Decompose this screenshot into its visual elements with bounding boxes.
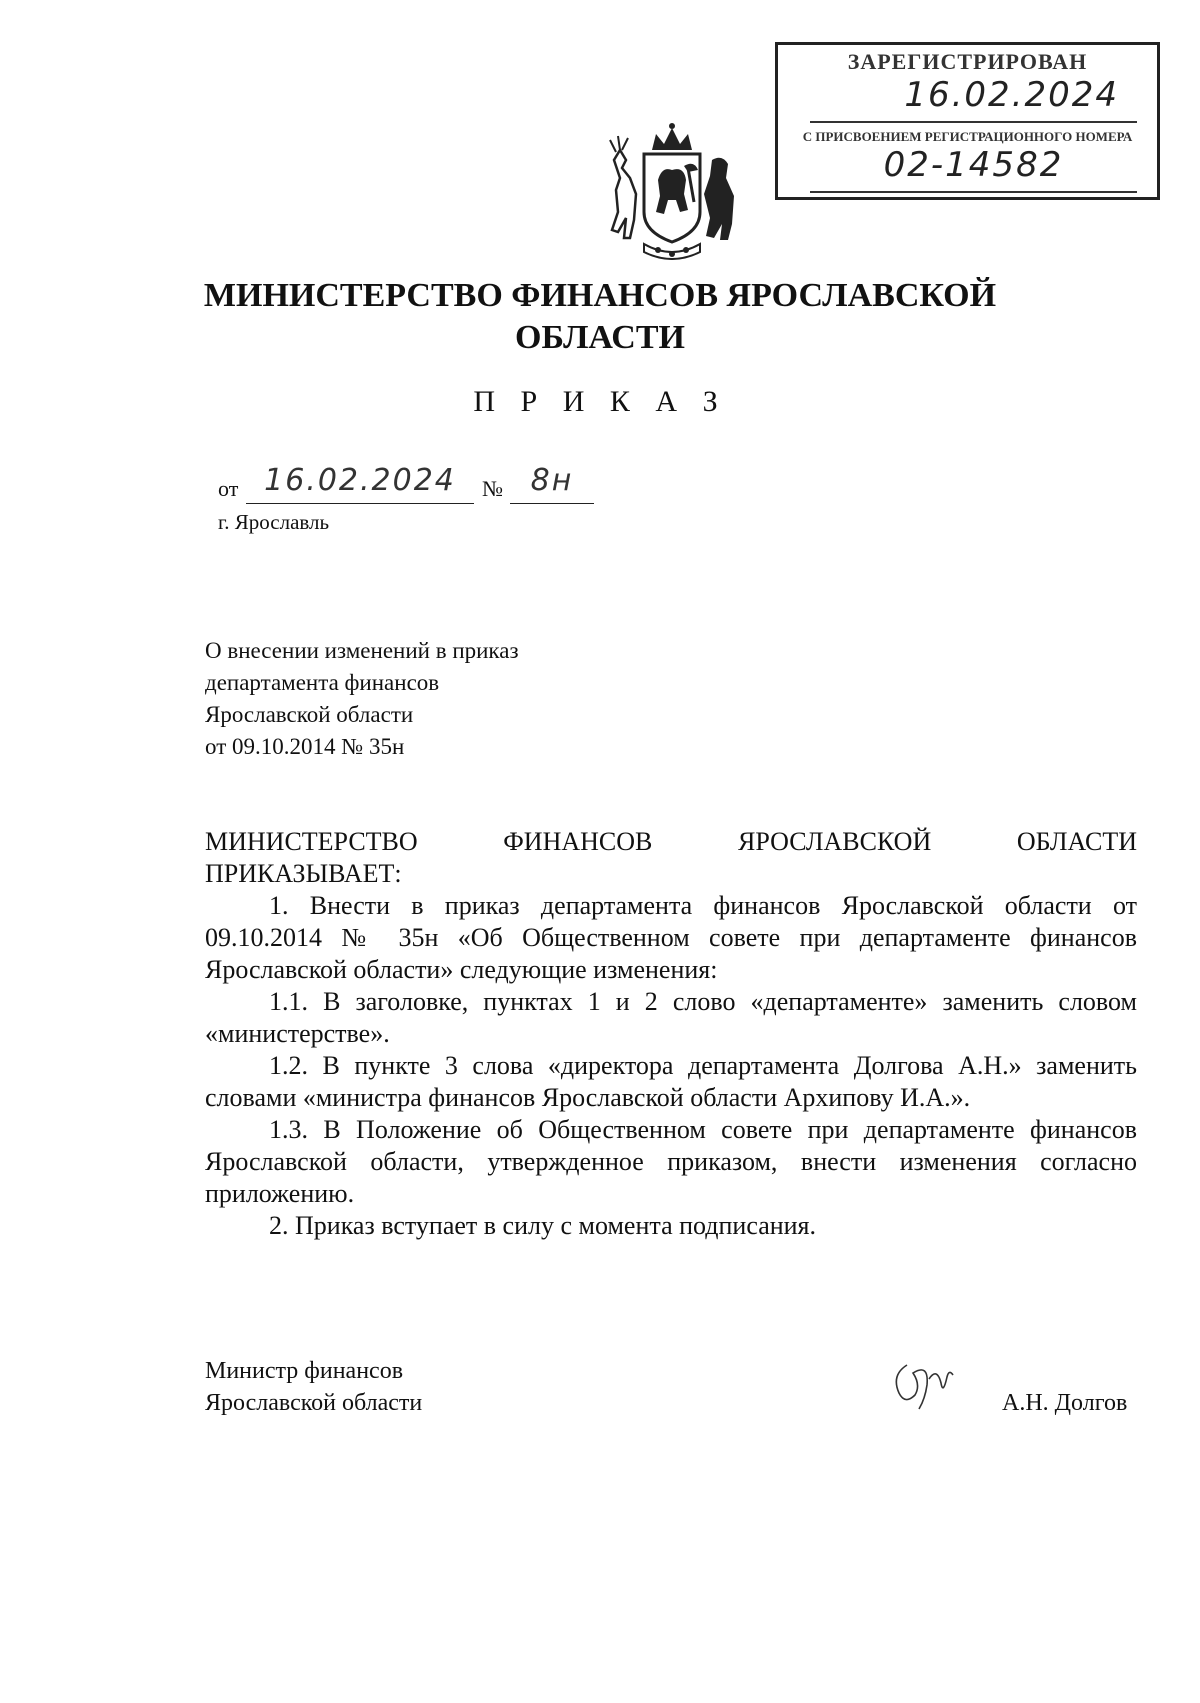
city: г. Ярославль <box>218 510 330 534</box>
from-label: от <box>218 476 239 501</box>
signatory-name: А.Н. Долгов <box>1002 1390 1128 1416</box>
subject-line: департамента финансов <box>205 670 440 695</box>
coat-of-arms-icon <box>600 120 745 260</box>
preamble-line1: МИНИСТЕРСТВО ФИНАНСОВ ЯРОСЛАВСКОЙ ОБЛАСТИ <box>205 827 1137 856</box>
signatory-position <box>205 1355 422 1419</box>
position-line2: Ярославской области <box>205 1390 423 1416</box>
order-number: 8н <box>510 463 594 504</box>
order-date-number-line <box>218 463 618 512</box>
ministry-name-line2: ОБЛАСТИ <box>515 319 685 356</box>
order-item: 1.3. В Положение об Общественном совете при департаменте финансов Ярославской области, утвержденное приказом, внести изменения согласно приложению. <box>205 1115 1137 1208</box>
registration-stamp <box>775 42 1160 200</box>
ministry-name-line1: МИНИСТЕРСТВО ФИНАНСОВ ЯРОСЛАВСКОЙ <box>203 277 997 314</box>
order-item: 1.2. В пункте 3 слова «директора департамента Долгова А.Н.» заменить словами «министра финансов Ярославской области Архипову И.А.». <box>205 1051 1137 1112</box>
subject-line: от 09.10.2014 № 35н <box>205 734 405 759</box>
stamp-date: 16.02.2024 <box>810 75 1137 123</box>
ministry-name <box>0 275 1200 359</box>
document-type: П Р И К А З <box>473 385 727 418</box>
subject-line: О внесении изменений в приказ <box>205 638 519 663</box>
subject-line: Ярославской области <box>205 702 414 727</box>
order-date: 16.02.2024 <box>246 463 474 504</box>
stamp-title: ЗАРЕГИСТРИРОВАН <box>847 49 1088 74</box>
preamble-line2: ПРИКАЗЫВАЕТ: <box>205 859 402 888</box>
handwritten-signature <box>885 1355 965 1415</box>
stamp-registration-number: 02-14582 <box>810 145 1137 193</box>
order-item: 1. Внести в приказ департамента финансов Ярославской области от 09.10.2014 № 35н «Об Общественном совете при департаменте финансов Ярославской области» следующие изменения: <box>205 891 1137 984</box>
order-item: 2. Приказ вступает в силу с момента подписания. <box>269 1211 817 1240</box>
position-line1: Министр финансов <box>205 1358 404 1384</box>
number-label: № <box>482 476 503 501</box>
order-subject <box>205 635 519 763</box>
order-body <box>205 826 1137 1242</box>
order-item: 1.1. В заголовке, пунктах 1 и 2 слово «департаменте» заменить словом «министерстве». <box>205 987 1137 1048</box>
stamp-subtitle: С ПРИСВОЕНИЕМ РЕГИСТРАЦИОННОГО НОМЕРА <box>802 129 1133 144</box>
